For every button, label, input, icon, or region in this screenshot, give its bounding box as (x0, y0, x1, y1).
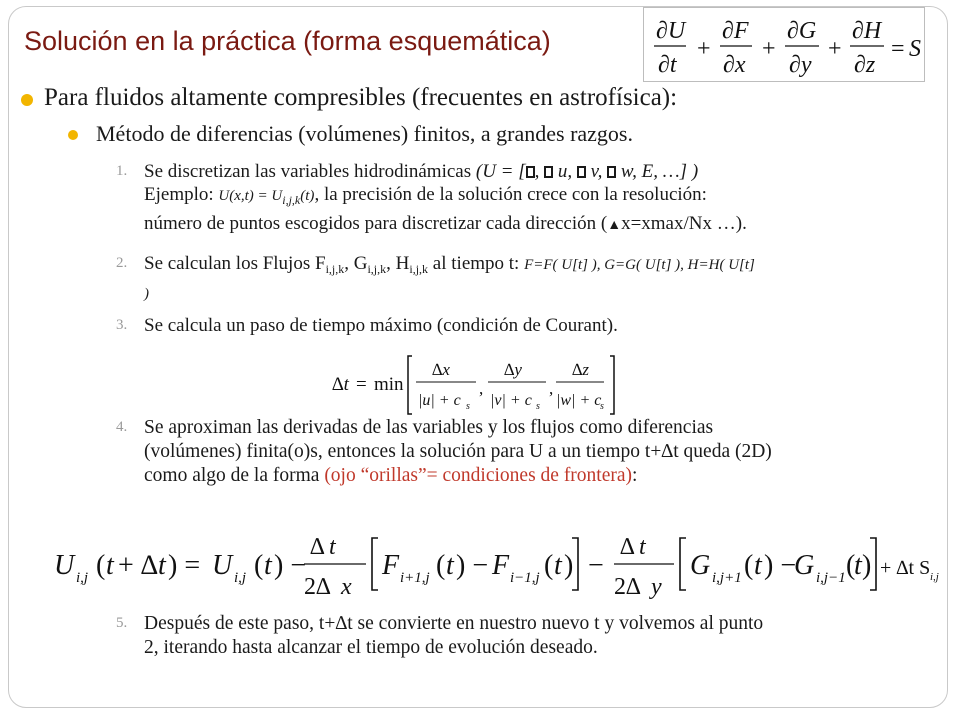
svg-text:(: ( (96, 550, 106, 581)
svg-text:∆z: ∆z (572, 360, 590, 379)
svg-text:=: = (356, 374, 367, 395)
svg-text:y: y (651, 574, 662, 600)
svg-text:F: F (492, 550, 510, 581)
svg-text:s: s (466, 401, 470, 412)
svg-text:|v| + c: |v| + c (490, 392, 532, 409)
step-4-colon: : (632, 465, 638, 486)
svg-text:t: t (158, 550, 166, 581)
svg-text:∂G: ∂G (787, 18, 817, 44)
svg-text:+: + (697, 36, 711, 62)
update-formula (52, 524, 942, 610)
step-1-rest: w, E, …] ) (616, 161, 699, 182)
step-number: 2. (116, 255, 128, 271)
step-2-sub2: i,j,k (367, 262, 387, 276)
step-3-text: Se calcula un paso de tiempo máximo (condición de Courant). (144, 315, 618, 336)
step-1-line3: número de puntos escogidos para discretizar cada dirección ( (144, 213, 608, 234)
svg-text:∂F: ∂F (722, 18, 749, 44)
step-1-u: u, (553, 161, 577, 182)
svg-text:(: ( (254, 550, 264, 581)
svg-text:t: t (754, 550, 762, 581)
svg-text:t: t (854, 550, 862, 581)
step-1-sep: , (534, 161, 545, 182)
svg-text:|u| + c: |u| + c (418, 392, 461, 409)
step-2-sub3: i,j,k (409, 262, 429, 276)
svg-text:U: U (54, 550, 75, 581)
conservation-equation (644, 8, 926, 83)
step-1-line1: Se discretizan las variables hidrodinámicas (144, 161, 476, 182)
svg-text:G: G (794, 550, 815, 581)
svg-text:i,j+1: i,j+1 (712, 570, 742, 586)
svg-text:∂U: ∂U (656, 18, 686, 44)
step-1-example-label: Ejemplo: (144, 184, 219, 205)
bullet-dot (21, 94, 33, 106)
svg-text:t: t (554, 550, 562, 581)
courant-formula (328, 352, 618, 418)
step-5-text (144, 612, 924, 660)
rho-glyph-icon (607, 166, 616, 178)
svg-text:+: + (762, 36, 776, 62)
svg-text:∂y: ∂y (789, 52, 812, 78)
step-2-d: al tiempo t: (428, 253, 525, 274)
rho-glyph-icon (544, 166, 553, 178)
step-5-line2: 2, iterando hasta alcanzar el tiempo de evolución deseado. (144, 637, 598, 658)
svg-text:∆y: ∆y (504, 360, 522, 379)
svg-text:∆: ∆ (310, 534, 325, 560)
svg-text:) =: ) = (168, 550, 201, 581)
rho-glyph-icon (577, 166, 586, 178)
step-1-line3-end: x=xmax/Nx …). (621, 213, 747, 234)
svg-text:,: , (479, 379, 484, 398)
step-2-b: , G (344, 253, 368, 274)
step-4-line2: (volúmenes) finita(o)s, entonces la solución para U a un tiempo t+∆t queda (2D) (144, 441, 772, 462)
step-4-boundary-note: (ojo “orillas”= condiciones de frontera) (324, 465, 633, 486)
svg-text:2∆: 2∆ (614, 574, 641, 600)
svg-text:∆x: ∆x (432, 360, 450, 379)
step-1-text (144, 160, 924, 237)
step-1-example-subscript: i,j,k (282, 193, 301, 207)
svg-text:F: F (382, 550, 400, 581)
svg-text:) −: ) − (764, 550, 797, 581)
svg-text:∂H: ∂H (852, 18, 882, 44)
step-number: 5. (116, 615, 128, 631)
step-1-v: v, (585, 161, 608, 182)
slide-title: Solución en la práctica (forma esquemática) (24, 26, 551, 56)
svg-text:t: t (329, 534, 336, 560)
bullet-sub-text: Método de diferencias (volúmenes) finitos, a grandes razgos. (96, 121, 633, 146)
svg-text:i,j: i,j (930, 571, 939, 583)
svg-text:i,j: i,j (76, 570, 89, 586)
step-number: 1. (116, 163, 128, 179)
svg-text:) −: ) − (456, 550, 489, 581)
svg-text:(: ( (744, 550, 754, 581)
svg-text:(: ( (544, 550, 554, 581)
conservation-equation-box (643, 7, 925, 82)
svg-text:t: t (446, 550, 454, 581)
step-5-line1: Después de este paso, t+∆t se convierte en nuestro nuevo t y volvemos al punto (144, 613, 764, 634)
svg-text:) −: ) − (274, 550, 307, 581)
step-2-c: , H (386, 253, 410, 274)
svg-text:t: t (264, 550, 272, 581)
svg-text:(: ( (846, 550, 856, 581)
step-1-vars-open: (U = [ (475, 161, 526, 182)
svg-text:∂z: ∂z (854, 52, 876, 78)
step-number: 4. (116, 419, 128, 435)
svg-text:∆t: ∆t (332, 374, 349, 395)
svg-text:i,j: i,j (234, 570, 247, 586)
svg-text:i−1,j: i−1,j (510, 570, 540, 586)
step-1-example-formula: U(x,t) = U (218, 188, 283, 204)
svg-text:+ ∆t S: + ∆t S (880, 557, 931, 579)
svg-text:min: min (374, 374, 404, 395)
step-2-a: Se calculan los Flujos F (144, 253, 326, 274)
svg-text:i,j−1: i,j−1 (816, 570, 846, 586)
svg-text:s: s (600, 401, 604, 412)
svg-text:): ) (862, 550, 872, 581)
bullet-main-text: Para fluidos altamente compresibles (frecuentes en astrofísica): (44, 84, 678, 111)
bullet-main (44, 84, 677, 112)
svg-text:−: − (588, 550, 604, 581)
delta-glyph-icon: ▲ (607, 218, 622, 233)
step-4-text (144, 416, 924, 488)
svg-text:s: s (536, 401, 540, 412)
svg-text:x: x (341, 574, 352, 600)
rho-glyph-icon (526, 166, 535, 178)
svg-text:∂x: ∂x (723, 52, 746, 78)
svg-text:+: + (828, 36, 842, 62)
svg-text:2∆: 2∆ (304, 574, 331, 600)
step-4-line3: como algo de la forma (144, 465, 325, 486)
bullet-sub (96, 121, 633, 147)
step-2-fluxes: F=F( U[t] ), G=G( U[t] ), H=H( U[t] (524, 257, 755, 273)
step-2-text (144, 252, 924, 306)
svg-text:t: t (639, 534, 646, 560)
svg-text:U: U (212, 550, 233, 581)
svg-text:|w| + c: |w| + c (556, 392, 602, 409)
svg-text:t: t (106, 550, 114, 581)
svg-text:(: ( (436, 550, 446, 581)
svg-text:∆: ∆ (620, 534, 635, 560)
svg-text:+ ∆: + ∆ (118, 550, 158, 581)
step-2-close: ) (144, 286, 149, 302)
svg-text:): ) (564, 550, 574, 581)
bullet-dot (68, 130, 78, 140)
svg-text:=: = (891, 36, 905, 62)
svg-text:G: G (690, 550, 711, 581)
step-1-line2: , la precisión de la solución crece con la resolución: (314, 184, 707, 205)
step-2-sub1: i,j,k (325, 262, 345, 276)
svg-text:S: S (909, 36, 921, 62)
step-number: 3. (116, 317, 128, 333)
step-1-example-t: (t) (300, 188, 315, 204)
svg-text:i+1,j: i+1,j (400, 570, 430, 586)
svg-text:∂t: ∂t (658, 52, 677, 78)
svg-text:,: , (549, 379, 554, 398)
step-4-line1: Se aproximan las derivadas de las variables y los flujos como diferencias (144, 417, 714, 438)
